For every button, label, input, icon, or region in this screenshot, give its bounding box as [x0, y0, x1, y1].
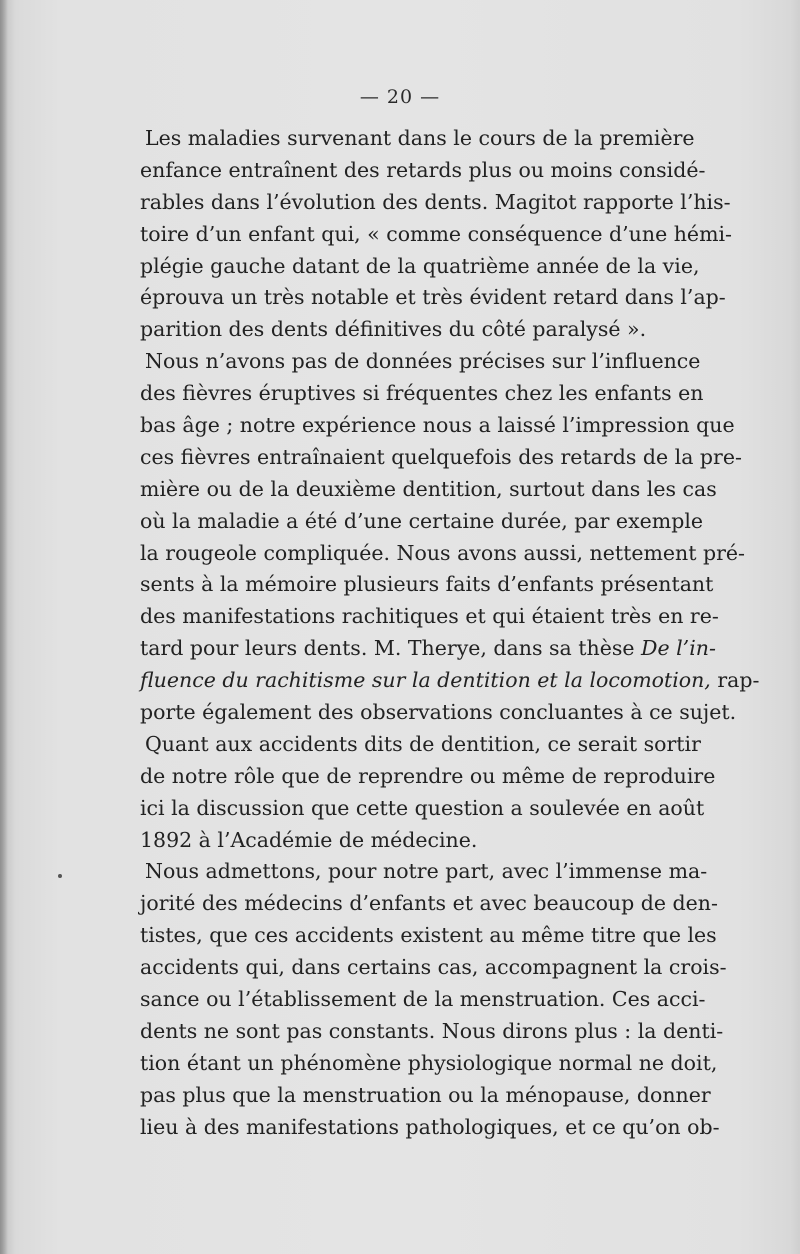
book-title-italic: De l’in-: [641, 636, 716, 661]
text-line: Nous admettons, pour notre part, avec l’immense ma-: [145, 859, 708, 884]
print-speck: [58, 874, 62, 878]
text-line-mixed: [140, 633, 716, 665]
text-line: rables dans l’évolution des dents. Magitot rapporte l’his-: [140, 189, 731, 214]
text-line: Quant aux accidents dits de dentition, ce serait sortir: [145, 731, 701, 756]
text-line: pas plus que la menstruation ou la ménopause, donner: [140, 1082, 711, 1107]
text-line: des fièvres éruptives si fréquentes chez les enfants en: [140, 381, 704, 406]
text-line: Les maladies survenant dans le cours de la première: [145, 126, 695, 150]
text-line: Nous n’avons pas de données précises sur l’influence: [145, 349, 701, 374]
text-line-mixed: [140, 665, 760, 697]
text-line: ces fièvres entraînaient quelquefois des retards de la pre-: [140, 444, 742, 469]
text-line: où la maladie a été d’une certaine durée, par exemple: [140, 508, 704, 533]
text-line: 1892 à l’Académie de médecine.: [140, 827, 478, 852]
text-line: accidents qui, dans certains cas, accompagnent la crois-: [140, 955, 727, 980]
text-line: des manifestations rachitiques et qui étaient très en re-: [140, 604, 719, 629]
text-line: jorité des médecins d’enfants et avec beaucoup de den-: [140, 891, 718, 916]
text-run: tard pour leurs dents. M. Therye, dans sa thèse: [140, 636, 642, 661]
text-line: plégie gauche datant de la quatrième année de la vie,: [140, 253, 700, 278]
text-line: tion étant un phénomène physiologique normal ne doit,: [140, 1050, 718, 1075]
text-line: porte également des observations concluantes à ce sujet.: [140, 700, 737, 725]
book-title-italic: fluence du rachitisme sur la dentition et la locomotion,: [140, 668, 711, 693]
text-run: rap-: [710, 668, 760, 693]
text-line: bas âge ; notre expérience nous a laissé l’impression que: [140, 413, 735, 438]
text-line: sance ou l’établissement de la menstruation. Ces acci-: [140, 987, 706, 1012]
page-edge-shadow: [0, 0, 8, 1254]
text-line: lieu à des manifestations pathologiques, et ce qu’on ob-: [140, 1114, 720, 1139]
text-line: toire d’un enfant qui, « comme conséquence d’une hémi-: [140, 221, 732, 246]
text-line: éprouva un très notable et très évident retard dans l’ap-: [140, 285, 726, 310]
text-line: mière ou de la deuxième dentition, surtout dans les cas: [140, 476, 717, 501]
text-line: sents à la mémoire plusieurs faits d’enfants présentant: [140, 572, 714, 597]
text-line: ici la discussion que cette question a soulevée en août: [140, 795, 705, 820]
text-line: enfance entraînent des retards plus ou moins considé-: [140, 157, 706, 182]
body-text: [140, 123, 760, 1144]
text-line: tistes, que ces accidents existent au même titre que les: [140, 923, 717, 948]
text-line: parition des dents définitives du côté paralysé ».: [140, 317, 647, 342]
text-line: de notre rôle que de reprendre ou même de reproduire: [140, 763, 716, 788]
text-line: dents ne sont pas constants. Nous dirons plus : la denti-: [140, 1018, 724, 1043]
text-line: la rougeole compliquée. Nous avons aussi, nettement pré-: [140, 540, 745, 565]
page-number: — 20 —: [359, 86, 441, 108]
